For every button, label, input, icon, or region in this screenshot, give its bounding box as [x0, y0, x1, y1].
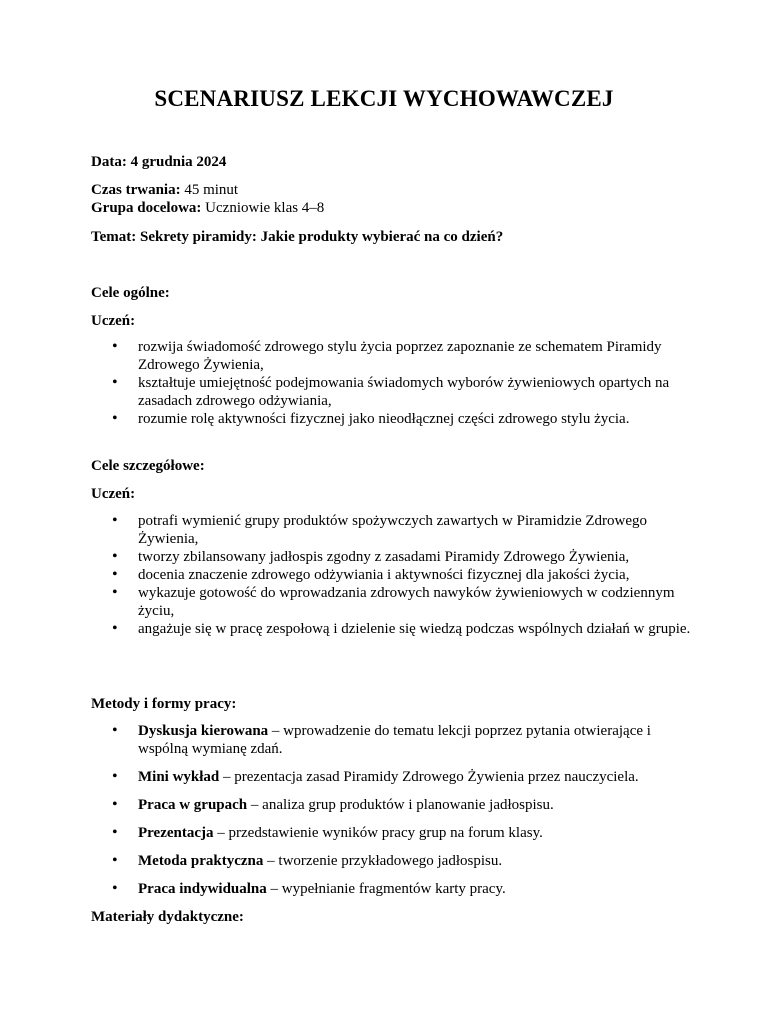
- list-item: • potrafi wymienić grupy produktów spożywczych zawartych w Piramidzie Zdrowego Żywienia,: [91, 512, 691, 548]
- method-name: Prezentacja: [138, 825, 214, 841]
- list-item: • angażuje się w pracę zespołową i dzielenie się wiedzą podczas wspólnych działań w grupie.: [91, 620, 691, 638]
- list-item: • tworzy zbilansowany jadłospis zgodny z zasadami Piramidy Zdrowego Żywienia,: [91, 548, 691, 566]
- list-item: • rozwija świadomość zdrowego stylu życia poprzez zapoznanie ze schematem Piramidy Zdrowego Żywienia,: [91, 338, 691, 374]
- method-description: – przedstawienie wyników pracy grup na forum klasy.: [213, 825, 543, 841]
- list-item: [91, 768, 691, 786]
- general-goals-heading: Cele ogólne:: [91, 285, 170, 301]
- list-item: [91, 852, 691, 870]
- method-name: Praca w grupach: [138, 797, 248, 813]
- method-description: – wypełnianie fragmentów karty pracy.: [266, 881, 506, 897]
- group-label: Grupa docelowa:: [91, 200, 202, 216]
- general-goals-student: Uczeń:: [91, 313, 136, 329]
- document-title: SCENARIUSZ LEKCJI WYCHOWAWCZEJ: [154, 86, 614, 111]
- duration-label: Czas trwania:: [91, 182, 181, 198]
- general-goals-list: [91, 338, 691, 428]
- method-name: Dyskusja kierowana: [138, 723, 269, 739]
- list-item: [91, 824, 691, 842]
- list-item: [91, 880, 691, 898]
- list-item: • rozumie rolę aktywności fizycznej jako nieodłącznej części zdrowego stylu życia.: [91, 410, 691, 428]
- method-description: – wprowadzenie do tematu lekcji poprzez pytania otwierające i wspólną wymianę zdań.: [138, 723, 651, 757]
- method-name: Praca indywidualna: [138, 881, 267, 897]
- materials-heading: Materiały dydaktyczne:: [91, 909, 244, 925]
- list-item: • wykazuje gotowość do wprowadzania zdrowych nawyków żywieniowych w codziennym życiu,: [91, 584, 691, 620]
- lesson-target-group: [91, 199, 324, 217]
- list-item: [91, 722, 691, 758]
- specific-goals-student: Uczeń:: [91, 486, 136, 502]
- lesson-topic: Temat: Sekrety piramidy: Jakie produkty wybierać na co dzień?: [91, 229, 504, 245]
- list-item: [91, 796, 691, 814]
- methods-list: [91, 722, 691, 908]
- duration-value: 45 minut: [180, 182, 239, 198]
- method-description: – analiza grup produktów i planowanie jadłospisu.: [247, 797, 554, 813]
- lesson-duration: [91, 181, 238, 199]
- specific-goals-list: [91, 512, 691, 638]
- method-name: Metoda praktyczna: [138, 853, 264, 869]
- group-value: Uczniowie klas 4–8: [201, 200, 325, 216]
- specific-goals-heading: Cele szczegółowe:: [91, 458, 205, 474]
- list-item: • kształtuje umiejętność podejmowania świadomych wyborów żywieniowych opartych na zasadach zdrowego odżywiania,: [91, 374, 691, 410]
- method-description: – prezentacja zasad Piramidy Zdrowego Żywienia przez nauczyciela.: [219, 769, 639, 785]
- method-description: – tworzenie przykładowego jadłospisu.: [263, 853, 503, 869]
- method-name: Mini wykład: [138, 769, 220, 785]
- lesson-date: Data: 4 grudnia 2024: [91, 154, 227, 170]
- methods-heading: Metody i formy pracy:: [91, 696, 237, 712]
- list-item: • docenia znaczenie zdrowego odżywiania i aktywności fizycznej dla jakości życia,: [91, 566, 691, 584]
